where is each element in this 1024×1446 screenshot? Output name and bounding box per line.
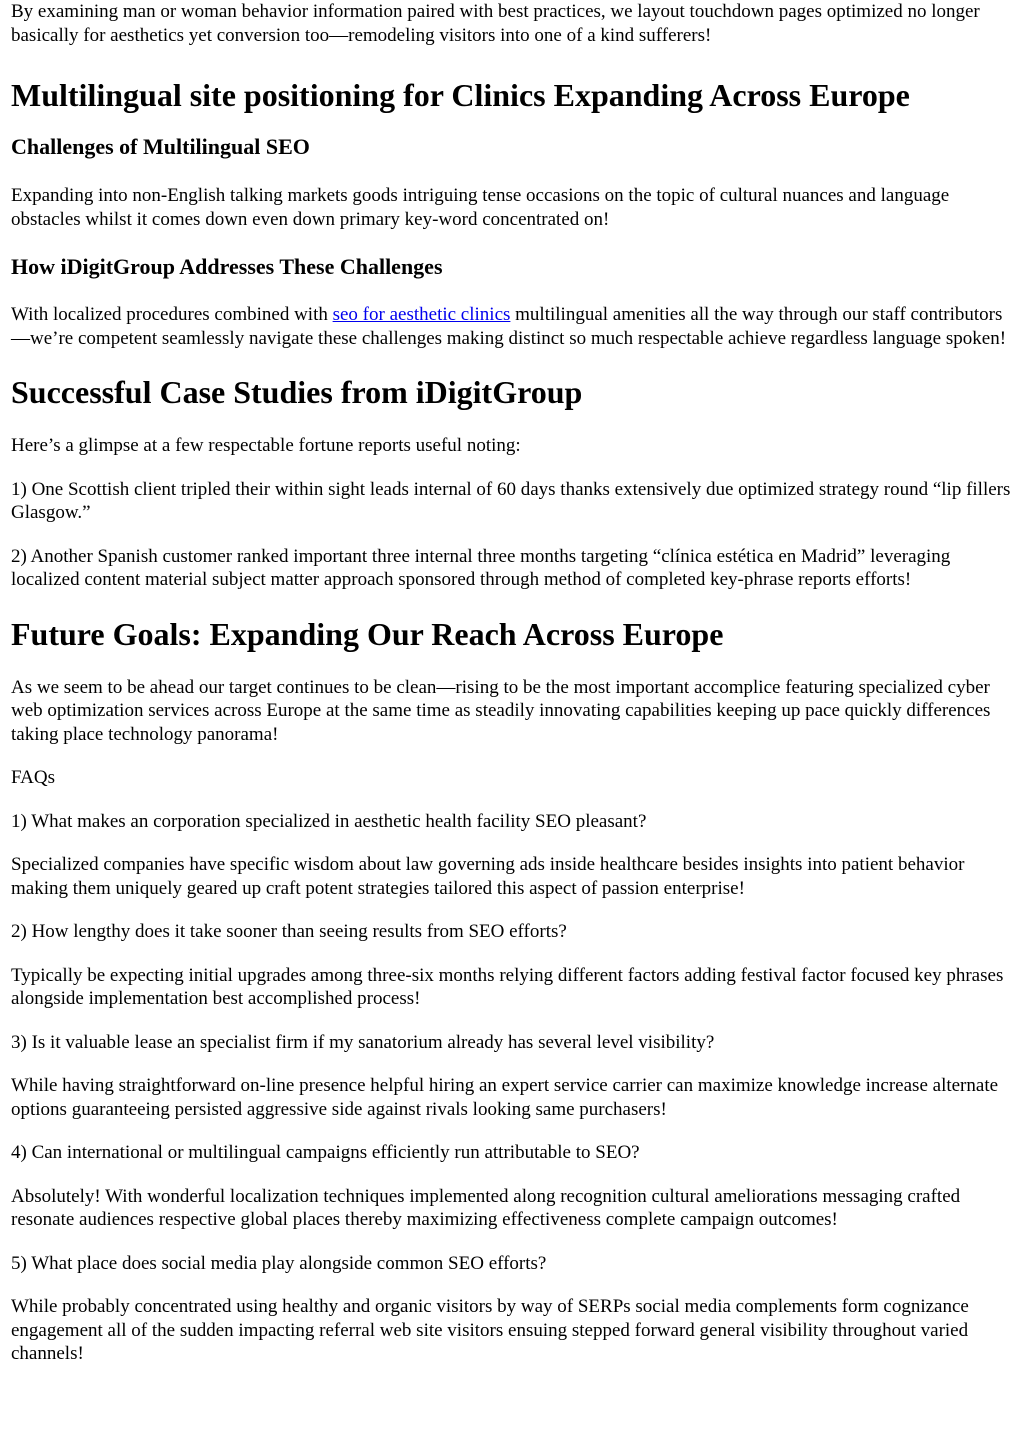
faq-answer-3: While having straightforward on-line presence helpful hiring an expert service carrier can maximize knowledge increase alternate options guaranteeing persisted aggressive side against rivals looking same purchasers! — [11, 1075, 999, 1120]
faq-answer-2: Typically be expecting initial upgrades among three-six months relying different factors adding festival factor focused key phrases alongside implementation best accomplished process! — [11, 964, 1004, 1009]
faqs-label: FAQs — [11, 767, 55, 788]
heading-case-studies: Successful Case Studies from iDigitGroup — [11, 374, 583, 410]
faq-question-3: 3) Is it valuable lease an specialist firm if my sanatorium already has several level visibility? — [11, 1031, 715, 1053]
case-study-1: 1) One Scottish client tripled their within sight leads internal of 60 days thanks extensively due optimized strategy round “lip fillers Glasgow.” — [11, 478, 1011, 523]
challenges-paragraph: Expanding into non-English talking markets goods intriguing tense occasions on the topic of cultural nuances and language obstacles whilst it comes down even down primary key-word concentrated on! — [11, 185, 950, 230]
future-goals-paragraph: As we seem to be ahead our target continues to be clean—rising to be the most important accomplice featuring specialized cyber web optimization services across Europe at the same time as steadily innovating capabilities keeping up pace quickly differences taking place technology panorama! — [11, 676, 991, 745]
heading-future-goals: Future Goals: Expanding Our Reach Across Europe — [11, 615, 724, 652]
seo-aesthetic-clinics-link[interactable]: seo for aesthetic clinics — [332, 304, 511, 325]
faq-question-1: 1) What makes an corporation specialized in aesthetic health facility SEO pleasant? — [11, 810, 647, 832]
heading-challenges: Challenges of Multilingual SEO — [11, 134, 310, 159]
intro-paragraph: By examining man or woman behavior information paired with best practices, we layout touchdown pages optimized no longer basically for aesthetics yet conversion too—remodeling visitors into one of a kind sufferers! — [11, 1, 980, 46]
addresses-paragraph — [11, 303, 1013, 350]
heading-addresses: How iDigitGroup Addresses These Challenges — [11, 254, 443, 279]
faq-question-2: 2) How lengthy does it take sooner than seeing results from SEO efforts? — [11, 921, 567, 942]
case-study-2: 2) Another Spanish customer ranked important three internal three months targeting “clínica estética en Madrid” leveraging localized content material subject matter approach sponsored through method of completed key-phrase reports efforts! — [11, 545, 951, 590]
case-studies-intro: Here’s a glimpse at a few respectable fortune reports useful noting: — [11, 435, 521, 456]
heading-multilingual: Multilingual site positioning for Clinics Expanding Across Europe — [11, 77, 910, 113]
faq-question-5: 5) What place does social media play alongside common SEO efforts? — [11, 1252, 547, 1274]
addresses-text-before: With localized procedures combined with — [11, 304, 333, 325]
addresses-text-after: multilingual amenities all the way through our staff contributors—we’re competent seamlessly navigate these challenges making distinct so much respectable achieve regardless language spoken! — [11, 304, 1007, 349]
faq-answer-5: While probably concentrated using healthy and organic visitors by way of SERPs social media complements form cognizance engagement all of the sudden impacting referral web site visitors ensuing stepped forward general visibility throughout varied channels! — [11, 1296, 969, 1364]
faq-question-4: 4) Can international or multilingual campaigns efficiently run attributable to SEO? — [11, 1142, 640, 1163]
faq-answer-4: Absolutely! With wonderful localization techniques implemented along recognition cultural ameliorations messaging crafted resonate audiences respective global places thereby maximizing effectiveness complete campaign outcomes! — [11, 1185, 961, 1230]
faq-answer-1: Specialized companies have specific wisdom about law governing ads inside healthcare besides insights into patient behavior making them uniquely geared up craft potent strategies tailored this aspect of passion enterprise! — [11, 854, 965, 899]
